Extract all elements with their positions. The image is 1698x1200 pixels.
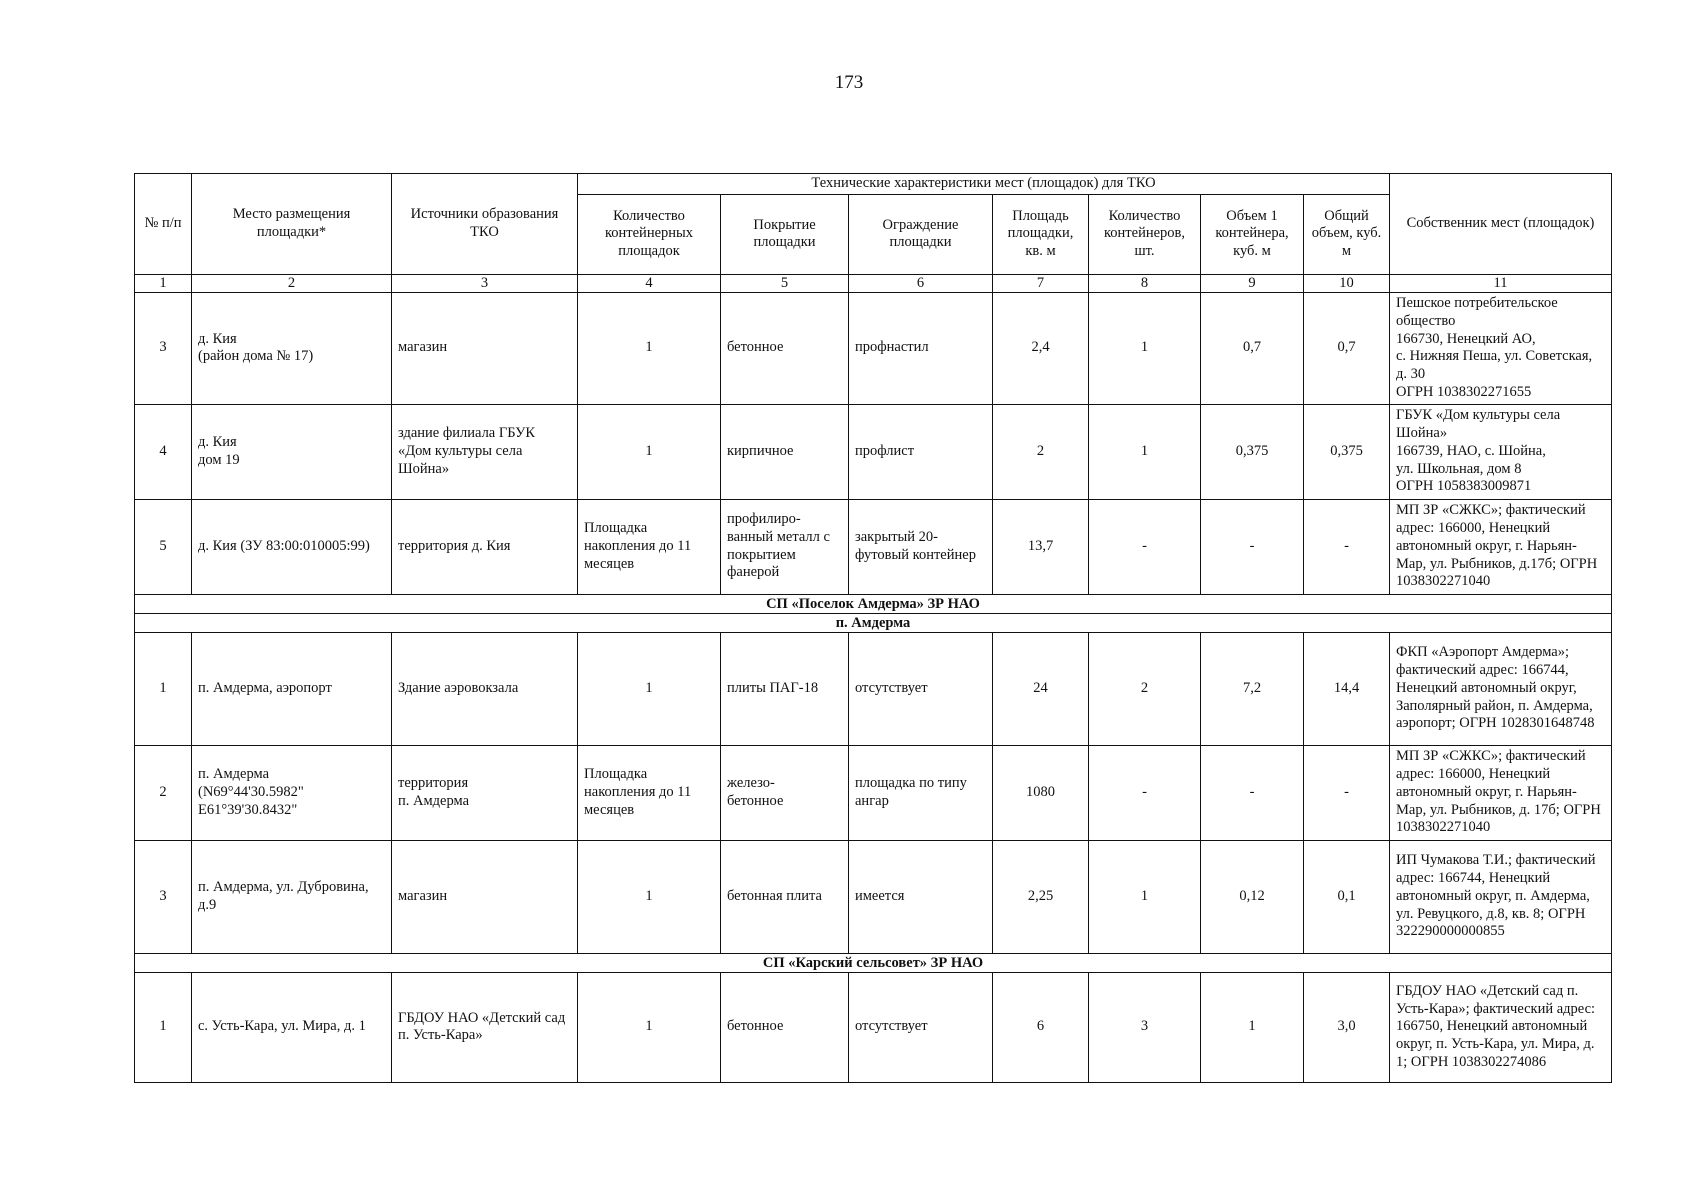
cell-container-count: 2 xyxy=(1089,632,1201,745)
cell-owner: МП ЗР «СЖКС»; фактический адрес: 166000, Ненецкий автономный округ, г. Нарьян-Мар, ул. Рыбников, д. 17б; ОГРН 1038302271040 xyxy=(1390,745,1612,840)
cell-surface: железо- бетонное xyxy=(721,745,849,840)
column-number-row xyxy=(135,274,1612,292)
cell-container-volume: 1 xyxy=(1201,972,1304,1082)
cell-container-count: - xyxy=(1089,745,1201,840)
cell-container-count: 1 xyxy=(1089,404,1201,499)
cell-total-volume: 0,1 xyxy=(1304,840,1390,953)
header-area: Площадь площадки, кв. м xyxy=(993,194,1089,274)
column-number: 7 xyxy=(993,274,1089,292)
cell-container-volume: - xyxy=(1201,745,1304,840)
cell-fence: отсутствует xyxy=(849,972,993,1082)
column-number: 11 xyxy=(1390,274,1612,292)
cell-total-volume: 14,4 xyxy=(1304,632,1390,745)
cell-area: 2 xyxy=(993,404,1089,499)
header-fence: Ограждение площадки xyxy=(849,194,993,274)
cell-sources: магазин xyxy=(392,292,578,404)
cell-site-count: 1 xyxy=(578,632,721,745)
cell-sources: Здание аэровокзала xyxy=(392,632,578,745)
cell-container-volume: 7,2 xyxy=(1201,632,1304,745)
table-row xyxy=(135,745,1612,840)
header-surface: Покрытие площадки xyxy=(721,194,849,274)
cell-surface: бетонное xyxy=(721,972,849,1082)
cell-site-count: Площадка накопления до 11 месяцев xyxy=(578,745,721,840)
cell-container-count: 3 xyxy=(1089,972,1201,1082)
cell-num: 2 xyxy=(135,745,192,840)
section-row xyxy=(135,594,1612,613)
cell-area: 6 xyxy=(993,972,1089,1082)
cell-num: 3 xyxy=(135,840,192,953)
cell-location: п. Амдерма, аэропорт xyxy=(192,632,392,745)
cell-container-volume: 0,12 xyxy=(1201,840,1304,953)
column-number: 4 xyxy=(578,274,721,292)
cell-total-volume: 0,7 xyxy=(1304,292,1390,404)
cell-container-volume: 0,7 xyxy=(1201,292,1304,404)
cell-site-count: 1 xyxy=(578,840,721,953)
header-container-count: Количество контейнеров, шт. xyxy=(1089,194,1201,274)
cell-owner: ГБДОУ НАО «Детский сад п. Усть-Кара»; фактический адрес: 166750, Ненецкий автономный округ, п. Усть-Кара, ул. Мира, д. 1; ОГРН 1038302274086 xyxy=(1390,972,1612,1082)
table-row xyxy=(135,840,1612,953)
column-number: 3 xyxy=(392,274,578,292)
cell-sources: территория п. Амдерма xyxy=(392,745,578,840)
cell-sources: ГБДОУ НАО «Детский сад п. Усть-Кара» xyxy=(392,972,578,1082)
cell-area: 1080 xyxy=(993,745,1089,840)
cell-total-volume: - xyxy=(1304,499,1390,594)
table-row xyxy=(135,292,1612,404)
table-body xyxy=(135,292,1612,1082)
cell-location: с. Усть-Кара, ул. Мира, д. 1 xyxy=(192,972,392,1082)
cell-surface: кирпичное xyxy=(721,404,849,499)
column-number: 9 xyxy=(1201,274,1304,292)
cell-surface: плиты ПАГ-18 xyxy=(721,632,849,745)
cell-area: 2,4 xyxy=(993,292,1089,404)
cell-sources: здание филиала ГБУК «Дом культуры села Шойна» xyxy=(392,404,578,499)
cell-fence: площадка по типу ангар xyxy=(849,745,993,840)
section-row xyxy=(135,613,1612,632)
cell-num: 4 xyxy=(135,404,192,499)
cell-owner: ИП Чумакова Т.И.; фактический адрес: 166744, Ненецкий автономный округ, п. Амдерма, ул. Ревуцкого, д.8, кв. 8; ОГРН 322290000000855 xyxy=(1390,840,1612,953)
cell-fence: отсутствует xyxy=(849,632,993,745)
cell-num: 1 xyxy=(135,632,192,745)
cell-total-volume: - xyxy=(1304,745,1390,840)
header-sources: Источники образования ТКО xyxy=(392,174,578,275)
cell-owner: ГБУК «Дом культуры села Шойна» 166739, НАО, с. Шойна, ул. Школьная, дом 8 ОГРН 1058383009871 xyxy=(1390,404,1612,499)
cell-owner: МП ЗР «СЖКС»; фактический адрес: 166000, Ненецкий автономный округ, г. Нарьян-Мар, ул. Рыбников, д.17б; ОГРН 1038302271040 xyxy=(1390,499,1612,594)
cell-surface: бетонная плита xyxy=(721,840,849,953)
cell-fence: профнастил xyxy=(849,292,993,404)
column-number: 1 xyxy=(135,274,192,292)
cell-location: п. Амдерма, ул. Дубровина, д.9 xyxy=(192,840,392,953)
header-tech-group: Технические характеристики мест (площадок) для ТКО xyxy=(578,174,1390,195)
cell-surface: профилиро-ванный металл с покрытием фанерой xyxy=(721,499,849,594)
cell-location: д. Кия (ЗУ 83:00:010005:99) xyxy=(192,499,392,594)
waste-sites-table xyxy=(134,173,1612,1083)
cell-fence: закрытый 20-футовый контейнер xyxy=(849,499,993,594)
cell-site-count: 1 xyxy=(578,292,721,404)
cell-num: 3 xyxy=(135,292,192,404)
section-heading: СП «Карский сельсовет» ЗР НАО xyxy=(135,953,1612,972)
cell-container-volume: 0,375 xyxy=(1201,404,1304,499)
section-heading: СП «Поселок Амдерма» ЗР НАО xyxy=(135,594,1612,613)
cell-num: 1 xyxy=(135,972,192,1082)
column-number: 6 xyxy=(849,274,993,292)
cell-site-count: 1 xyxy=(578,972,721,1082)
cell-sources: территория д. Кия xyxy=(392,499,578,594)
table-row xyxy=(135,499,1612,594)
cell-location: д. Кия дом 19 xyxy=(192,404,392,499)
table-row xyxy=(135,632,1612,745)
header-num: № п/п xyxy=(135,174,192,275)
table-row xyxy=(135,404,1612,499)
cell-container-count: 1 xyxy=(1089,292,1201,404)
cell-surface: бетонное xyxy=(721,292,849,404)
column-number: 10 xyxy=(1304,274,1390,292)
cell-site-count: Площадка накопления до 11 месяцев xyxy=(578,499,721,594)
header-location: Место размещения площадки* xyxy=(192,174,392,275)
cell-area: 13,7 xyxy=(993,499,1089,594)
cell-total-volume: 3,0 xyxy=(1304,972,1390,1082)
cell-sources: магазин xyxy=(392,840,578,953)
table-row xyxy=(135,972,1612,1082)
column-number: 2 xyxy=(192,274,392,292)
cell-site-count: 1 xyxy=(578,404,721,499)
cell-total-volume: 0,375 xyxy=(1304,404,1390,499)
cell-fence: имеется xyxy=(849,840,993,953)
cell-owner: Пешское потребительское общество 166730, Ненецкий АО, с. Нижняя Пеша, ул. Советская, д. 30 ОГРН 1038302271655 xyxy=(1390,292,1612,404)
cell-owner: ФКП «Аэропорт Амдерма»; фактический адрес: 166744, Ненецкий автономный округ, Заполярный район, п. Амдерма, аэропорт; ОГРН 1028301648748 xyxy=(1390,632,1612,745)
cell-location: п. Амдерма (N69°44'30.5982" E61°39'30.8432" xyxy=(192,745,392,840)
cell-location: д. Кия (район дома № 17) xyxy=(192,292,392,404)
cell-container-count: - xyxy=(1089,499,1201,594)
header-owner: Собственник мест (площадок) xyxy=(1390,174,1612,275)
cell-area: 2,25 xyxy=(993,840,1089,953)
section-row xyxy=(135,953,1612,972)
cell-area: 24 xyxy=(993,632,1089,745)
header-container-volume: Объем 1 контейнера, куб. м xyxy=(1201,194,1304,274)
cell-num: 5 xyxy=(135,499,192,594)
cell-container-count: 1 xyxy=(1089,840,1201,953)
column-number: 5 xyxy=(721,274,849,292)
cell-fence: профлист xyxy=(849,404,993,499)
column-number: 8 xyxy=(1089,274,1201,292)
subsection-heading: п. Амдерма xyxy=(135,613,1612,632)
page-number: 173 xyxy=(834,72,864,93)
header-total-volume: Общий объем, куб. м xyxy=(1304,194,1390,274)
header-site-count: Количество контейнерных площадок xyxy=(578,194,721,274)
cell-container-volume: - xyxy=(1201,499,1304,594)
